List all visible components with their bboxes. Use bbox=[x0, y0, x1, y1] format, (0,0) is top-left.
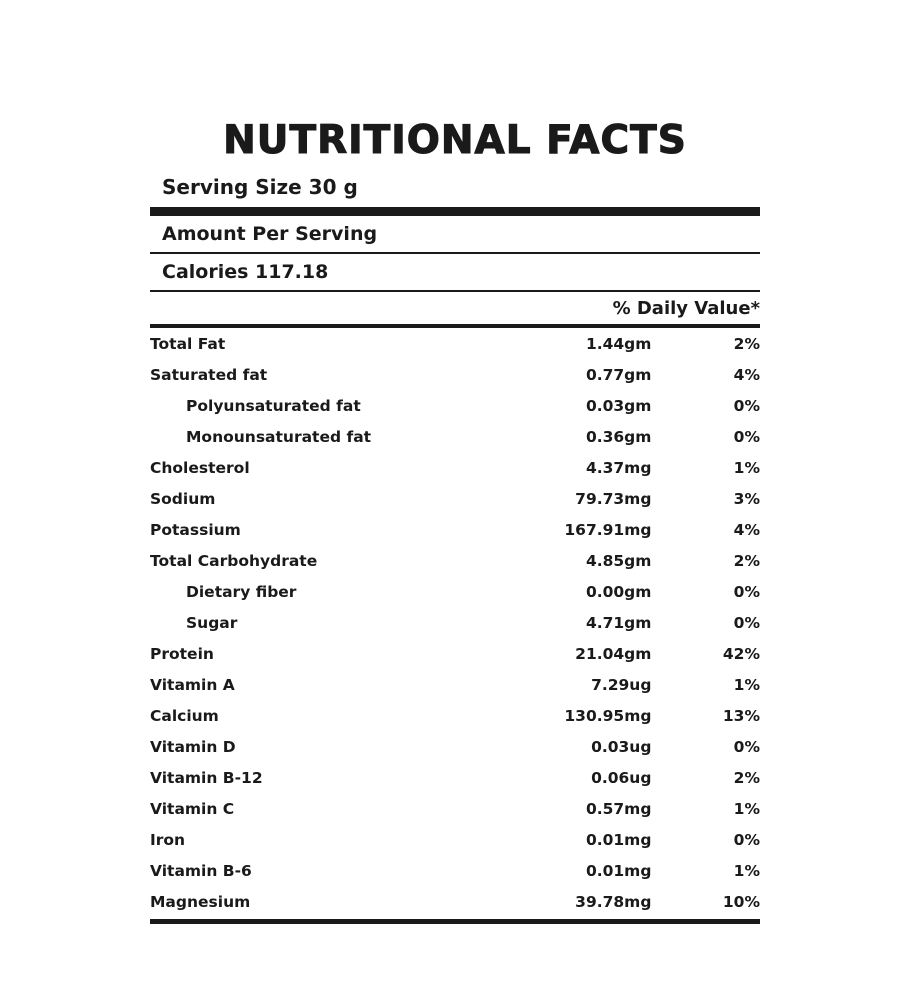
nutrient-amount: 1.44gm bbox=[585, 334, 652, 353]
nutrient-amount: 0.01mg bbox=[585, 830, 652, 849]
nutrient-name: Sodium bbox=[150, 489, 216, 508]
table-row bbox=[150, 669, 760, 700]
nutrient-daily-value: 13% bbox=[722, 706, 760, 725]
table-row bbox=[150, 576, 760, 607]
nutrient-daily-value: 3% bbox=[733, 489, 760, 508]
divider-thick-top bbox=[150, 207, 760, 216]
nutrient-name: Cholesterol bbox=[150, 458, 250, 477]
nutrient-amount: 4.85gm bbox=[585, 551, 652, 570]
nutrient-name: Saturated fat bbox=[150, 365, 268, 384]
nutrient-amount: 7.29ug bbox=[591, 675, 652, 694]
table-row bbox=[150, 545, 760, 576]
nutrient-amount: 39.78mg bbox=[575, 892, 652, 911]
nutrient-name: Vitamin B-6 bbox=[150, 861, 252, 880]
nutrient-name: Total Carbohydrate bbox=[150, 551, 318, 570]
nutrient-daily-value: 1% bbox=[733, 799, 760, 818]
nutrient-amount: 167.91mg bbox=[564, 520, 652, 539]
nutrient-amount: 0.36gm bbox=[585, 427, 652, 446]
nutrient-amount: 0.06ug bbox=[591, 768, 652, 787]
table-row bbox=[150, 483, 760, 514]
nutrient-name: Vitamin B-12 bbox=[150, 768, 263, 787]
daily-value-header-row bbox=[150, 292, 760, 324]
table-row bbox=[150, 855, 760, 886]
table-row bbox=[150, 452, 760, 483]
nutrient-table-body bbox=[150, 328, 760, 917]
page-title: NUTRITIONAL FACTS bbox=[223, 118, 687, 163]
nutrient-name: Total Fat bbox=[150, 334, 226, 353]
table-row bbox=[150, 390, 760, 421]
table-row bbox=[150, 731, 760, 762]
table-row bbox=[150, 607, 760, 638]
nutrient-amount: 21.04gm bbox=[575, 644, 652, 663]
nutrient-amount: 0.03gm bbox=[585, 396, 652, 415]
nutrient-daily-value: 1% bbox=[733, 458, 760, 477]
nutrient-daily-value: 0% bbox=[733, 427, 760, 446]
daily-value-header: % Daily Value* bbox=[612, 298, 760, 319]
serving-size: Serving Size 30 g bbox=[162, 175, 358, 199]
nutrient-name: Protein bbox=[150, 644, 214, 663]
nutrient-amount: 4.37mg bbox=[585, 458, 652, 477]
table-row bbox=[150, 638, 760, 669]
nutrient-daily-value: 42% bbox=[722, 644, 760, 663]
nutrient-daily-value: 0% bbox=[733, 396, 760, 415]
table-row bbox=[150, 421, 760, 452]
nutrient-name: Dietary fiber bbox=[186, 582, 297, 601]
table-row bbox=[150, 328, 760, 359]
nutrient-daily-value: 0% bbox=[733, 737, 760, 756]
nutrient-name: Vitamin D bbox=[150, 737, 236, 756]
nutrient-daily-value: 0% bbox=[733, 582, 760, 601]
nutrient-name: Iron bbox=[150, 830, 186, 849]
nutrient-name: Magnesium bbox=[150, 892, 251, 911]
nutrient-amount: 0.77gm bbox=[585, 365, 652, 384]
nutrient-name: Polyunsaturated fat bbox=[186, 396, 361, 415]
nutrient-name: Calcium bbox=[150, 706, 219, 725]
nutrient-amount: 4.71gm bbox=[585, 613, 652, 632]
nutrient-amount: 0.01mg bbox=[585, 861, 652, 880]
nutrient-name: Monounsaturated fat bbox=[186, 427, 372, 446]
nutrient-name: Vitamin C bbox=[150, 799, 235, 818]
nutrient-amount: 0.57mg bbox=[585, 799, 652, 818]
nutrient-amount: 79.73mg bbox=[575, 489, 652, 508]
table-row bbox=[150, 824, 760, 855]
nutrient-daily-value: 10% bbox=[722, 892, 760, 911]
nutrient-daily-value: 0% bbox=[733, 613, 760, 632]
nutrient-daily-value: 1% bbox=[733, 675, 760, 694]
nutrient-daily-value: 4% bbox=[733, 520, 760, 539]
nutrient-name: Sugar bbox=[186, 613, 238, 632]
table-row bbox=[150, 359, 760, 390]
nutrition-facts-label bbox=[150, 118, 760, 924]
nutrient-daily-value: 2% bbox=[733, 768, 760, 787]
nutrient-daily-value: 2% bbox=[733, 551, 760, 570]
table-row bbox=[150, 514, 760, 545]
nutrient-amount: 0.00gm bbox=[585, 582, 652, 601]
nutrient-daily-value: 1% bbox=[733, 861, 760, 880]
amount-per-serving: Amount Per Serving bbox=[162, 223, 378, 245]
nutrient-daily-value: 0% bbox=[733, 830, 760, 849]
table-row bbox=[150, 700, 760, 731]
table-row bbox=[150, 793, 760, 824]
nutrient-name: Potassium bbox=[150, 520, 241, 539]
nutrient-amount: 130.95mg bbox=[564, 706, 652, 725]
nutrient-daily-value: 2% bbox=[733, 334, 760, 353]
nutrient-table bbox=[150, 328, 760, 917]
calories: Calories 117.18 bbox=[162, 261, 329, 283]
nutrient-amount: 0.03ug bbox=[591, 737, 652, 756]
nutrient-daily-value: 4% bbox=[733, 365, 760, 384]
table-row bbox=[150, 886, 760, 917]
table-row bbox=[150, 762, 760, 793]
divider-bottom bbox=[150, 919, 760, 924]
nutrient-name: Vitamin A bbox=[150, 675, 235, 694]
